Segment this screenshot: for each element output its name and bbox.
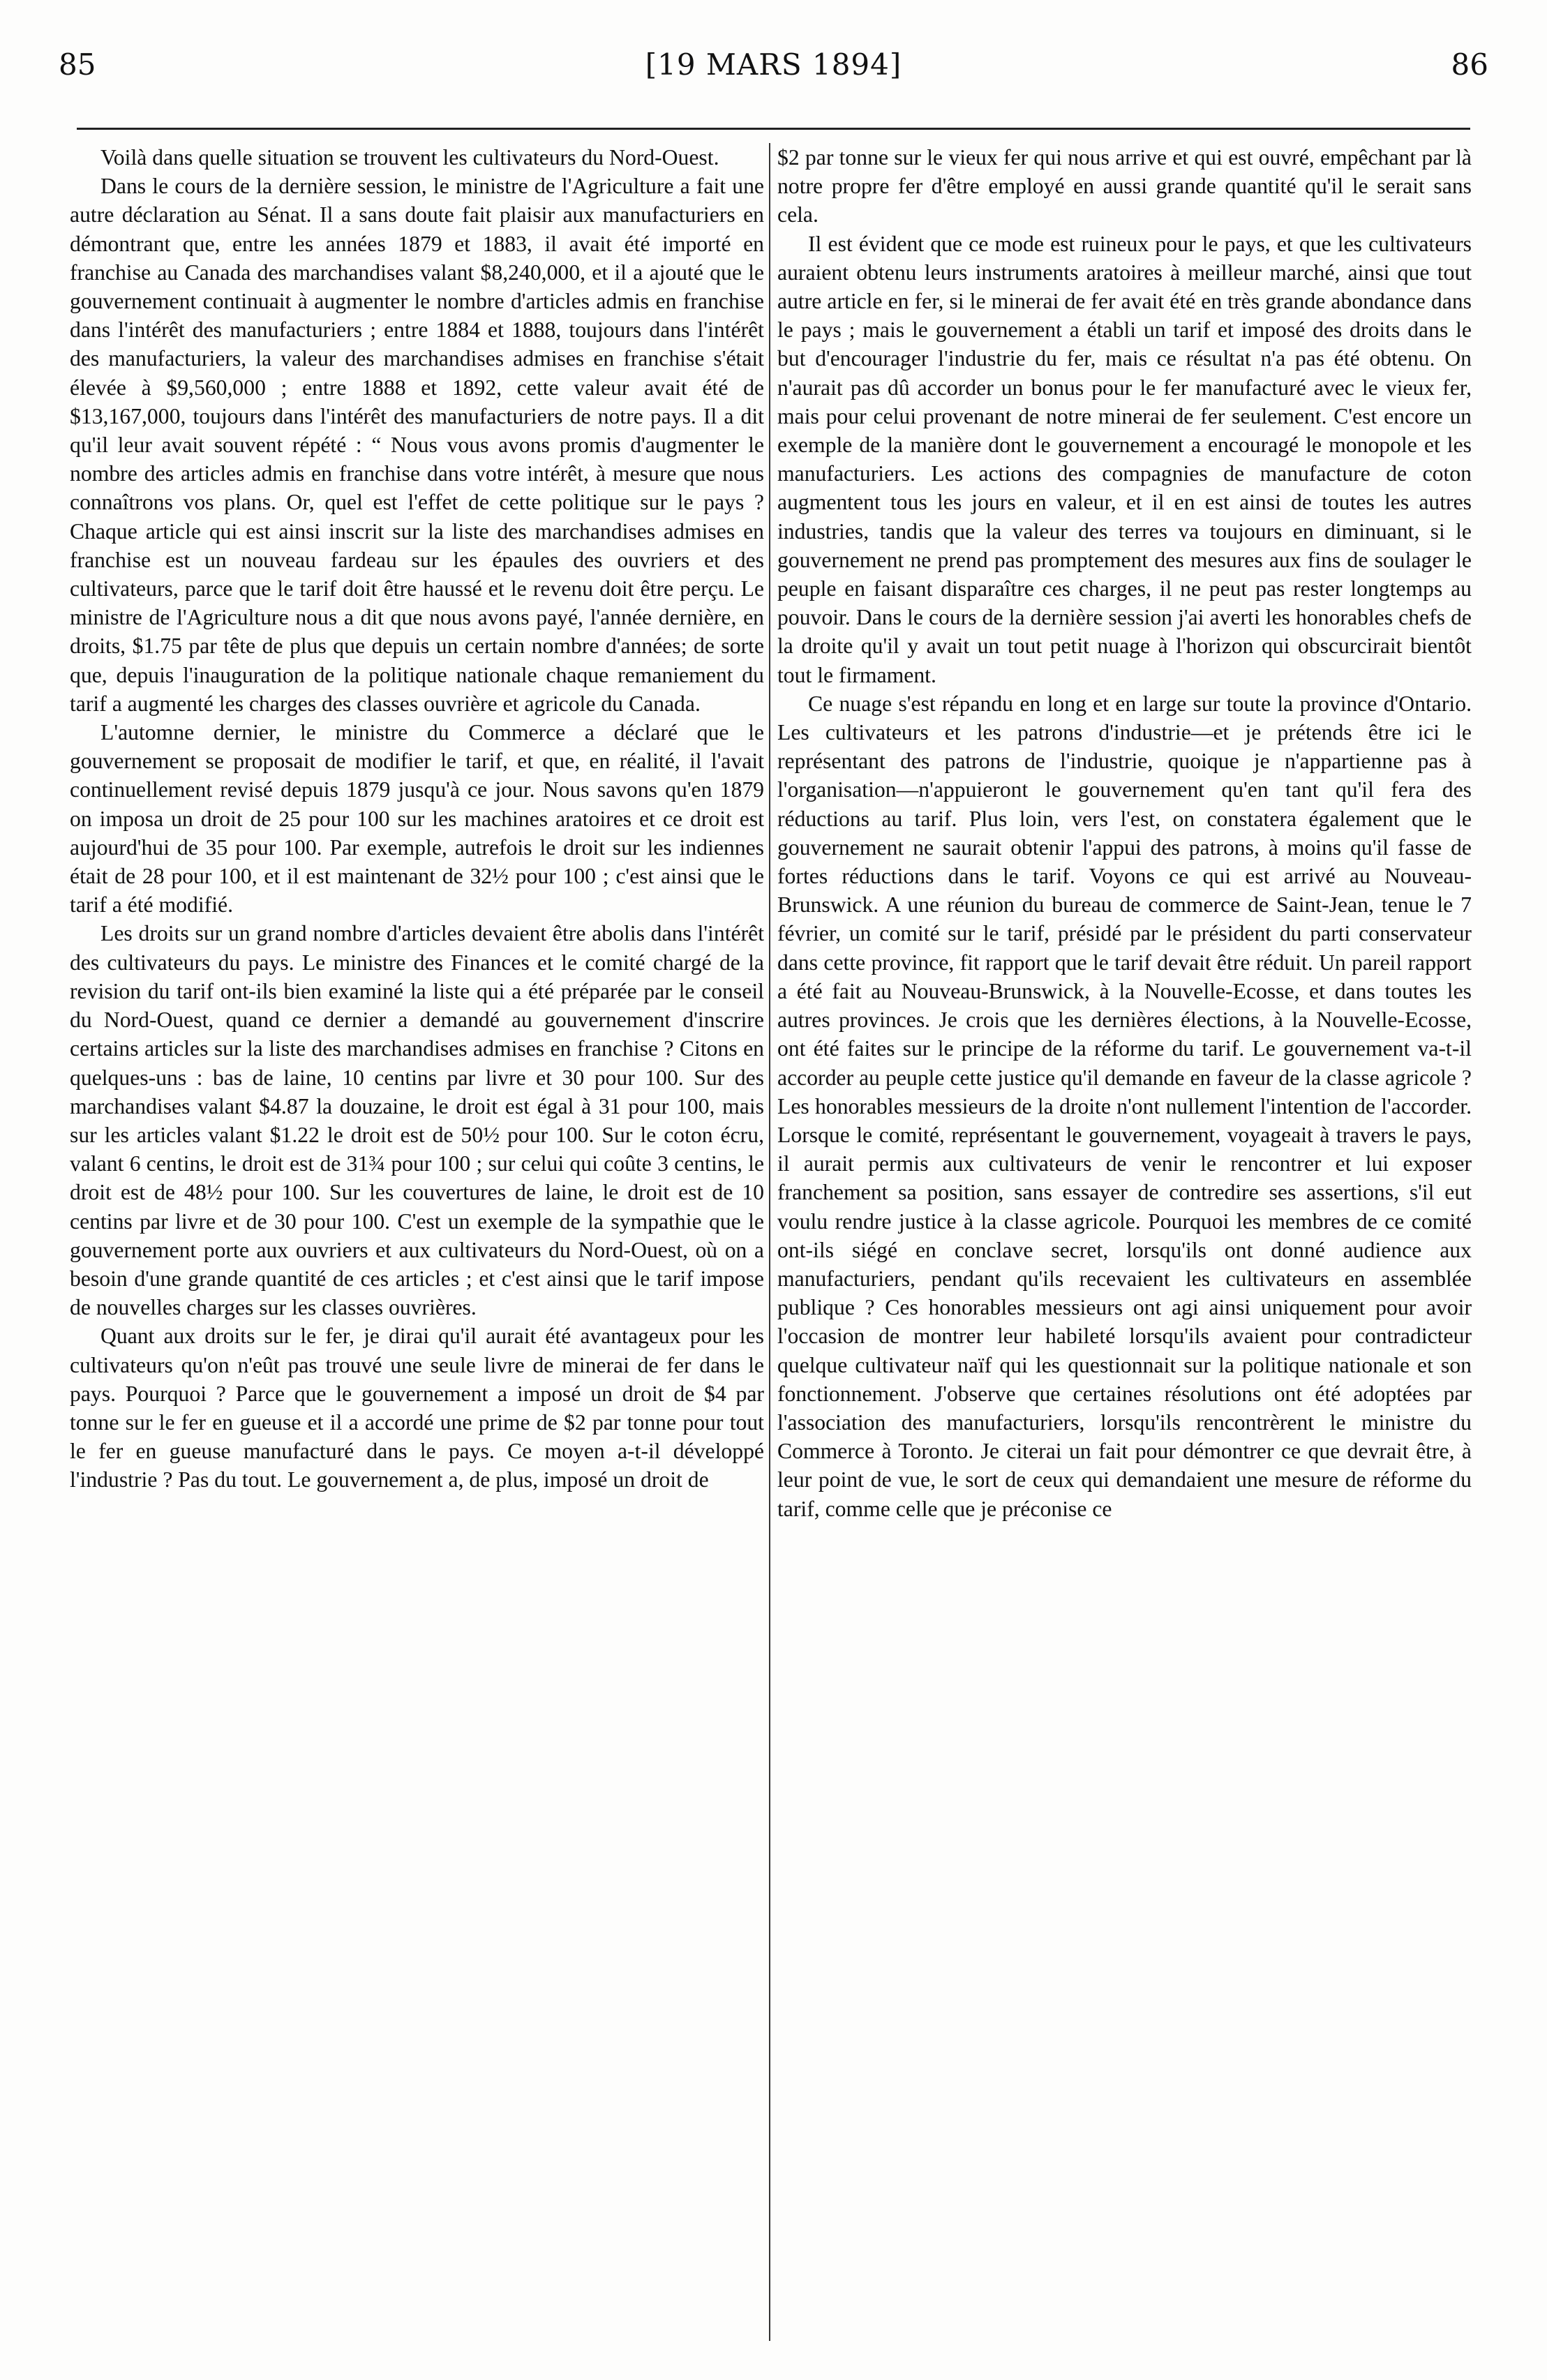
right-column (777, 143, 1472, 2341)
page-header (59, 47, 1488, 89)
page-number-right: 86 (1451, 47, 1488, 82)
paragraph: Il est évident que ce mode est ruineux pour le pays, et que les cultivateurs auraient obtenu leurs instruments aratoires à meilleur marché, ainsi que tout autre article en fer, si le minerai de fer avait été en très grande abondance dans le pays ; mais le gouvernement a établi un tarif et imposé des droits dans le but d'encourager l'industrie du fer, mais ce résultat n'a pas été obtenu. On n'aurait pas dû accorder un bonus pour le fer manufacturé avec le vieux fer, mais pour celui provenant de notre minerai de fer seulement. C'est encore un exemple de la manière dont le gouvernement a encouragé le monopole et les manufacturiers. Les actions des compagnies de manufacture de coton augmentent tous les jours en valeur, et il en est ainsi de toutes les autres industries, tandis que la valeur des terres va toujours en diminuant, si le gouvernement ne prend pas promptement des mesures aux fins de soulager le peuple en faisant disparaître ces charges, il ne peut pas rester longtemps au pouvoir. Dans le cours de la dernière session j'ai averti les honorables chefs de la droite qu'il y avait un tout petit nuage à l'horizon qui obscurcirait bientôt tout le firmament. (777, 231, 1472, 687)
paragraph: Dans le cours de la dernière session, le ministre de l'Agriculture a fait une autre déclaration au Sénat. Il a sans doute fait plaisir aux manufacturiers en démontrant que, entre les années 1879 et 1883, il avait été importé en franchise au Canada des marchandises valant $8,240,000, et il a ajouté que le gouvernement continuait à augmenter le nombre d'articles admis en franchise dans l'intérêt des manufacturiers ; entre 1884 et 1888, toujours dans l'intérêt des manufacturiers, la valeur des marchandises admises en franchise s'était élevée à $9,560,000 ; entre 1888 et 1892, cette valeur avait été de $13,167,000, toujours dans l'intérêt des manufacturiers de notre pays. Il a dit qu'il leur avait souvent répété : “ Nous vous avons promis d'augmenter le nombre des articles admis en franchise dans votre intérêt, à mesure que nous connaîtrons vos plans. Or, quel est l'effet de cette politique sur le pays ? Chaque article qui est ainsi inscrit sur la liste des marchandises admises en franchise est un nouveau fardeau sur les épaules des ouvriers et des cultivateurs, parce que le tarif doit être haussé et le revenu doit être perçu. Le ministre de l'Agriculture nous a dit que nous avons payé, l'année dernière, en droits, $1.75 par tête de plus que depuis un certain nombre d'années; de sorte que, depuis l'inauguration de la politique nationale chaque remaniement du tarif a augmenté les charges des classes ouvrière et agricole du Canada. (70, 174, 764, 716)
page-number-left: 85 (59, 47, 96, 82)
header-rule (77, 128, 1470, 130)
paragraph: Les droits sur un grand nombre d'articles devaient être abolis dans l'intérêt des cultivateurs du pays. Le ministre des Finances et le comité chargé de la revision du tarif ont-ils bien examiné la liste qui a été préparée par le conseil du Nord-Ouest, quand ce dernier a demandé au gouvernement d'inscrire certains articles sur la liste des marchandises admises en franchise ? Citons en quelques-uns : bas de laine, 10 centins par livre et 30 pour 100. Sur des marchandises valant $4.87 la douzaine, le droit est égal à 31 pour 100, mais sur les articles valant $1.22 le droit est de 50½ pour 100. Sur le coton écru, valant 6 centins, le droit est de 31¾ pour 100 ; sur celui qui coûte 3 centins, le droit est de 48½ pour 100. Sur les couvertures de laine, le droit est de 10 centins par livre et de 30 pour 100. C'est un exemple de la sympathie que le gouvernement porte aux ouvriers et aux cultivateurs du Nord-Ouest, où on a besoin d'une grande quantité de ces articles ; et c'est ainsi que le tarif impose de nouvelles charges sur les classes ouvrières. (70, 921, 764, 1320)
paragraph: Ce nuage s'est répandu en long et en large sur toute la province d'Ontario. Les cultivateurs et les patrons d'industrie—et je prétends être ici le représentant des patrons de l'industrie, quoique je n'appartienne pas à l'organisation—n'appuieront le gouvernement qu'en tant qu'il fera des réductions au tarif. Plus loin, vers l'est, on constatera également que le gouvernement ne saurait obtenir l'appui des patrons, à moins qu'il fasse de fortes réductions dans le tarif. Voyons ce qui est arrivé au Nouveau-Brunswick. A une réunion du bureau de commerce de Saint-Jean, tenue le 7 février, un comité sur le tarif, présidé par le président du parti conservateur dans cette province, fit rapport que le tarif devait être réduit. Un pareil rapport a été fait au Nouveau-Brunswick, à la Nouvelle-Ecosse, et dans toutes les autres provinces. Je crois que les dernières élections, à la Nouvelle-Ecosse, ont été faites sur le principe de la réforme du tarif. Le gouvernement va-t-il accorder au peuple cette justice qu'il demande en faveur de la classe agricole ? Les honorables messieurs de la droite n'ont nullement l'intention de l'accorder. Lorsque le comité, représentant le gouvernement, voyageait à travers le pays, il aurait permis aux cultivateurs de venir le rencontrer et lui exposer franchement sa position, sans essayer de contredire ses assertions, s'il eut voulu rendre justice à la classe agricole. Pourquoi les membres de ce comité ont-ils siégé en conclave secret, lorsqu'ils ont donné audience aux manufacturiers, pendant qu'ils recevaient les cultivateurs en assemblée publique ? Ces honorables messieurs ont agi ainsi uniquement pour avoir l'occasion de montrer leur habileté lorsqu'ils avaient pour contradicteur quelque cultivateur naïf qui les questionnait sur la politique nationale et son fonctionnement. J'observe que certaines résolutions ont été adoptées par l'association des manufacturiers, lorsqu'ils rencontrèrent le ministre du Commerce à Toronto. Je citerai un fait pour démontrer ce que devrait être, à leur point de vue, le sort de ceux qui demandaient une mesure de réforme du tarif, comme celle que je préconise ce (777, 691, 1472, 1521)
paragraph: $2 par tonne sur le vieux fer qui nous arrive et qui est ouvré, empêchant par là notre propre fer d'être employé en aussi grande quantité qu'il le serait sans cela. (777, 145, 1472, 227)
paragraph: Voilà dans quelle situation se trouvent les cultivateurs du Nord-Ouest. (100, 145, 719, 170)
page-date: [19 MARS 1894] (645, 47, 902, 82)
left-column (70, 143, 764, 2341)
column-divider (769, 143, 770, 2341)
paragraph: L'automne dernier, le ministre du Commerce a déclaré que le gouvernement se proposait de modifier le tarif, et que, en réalité, il l'avait continuellement revisé depuis 1879 jusqu'à ce jour. Nous savons qu'en 1879 on imposa un droit de 25 pour 100 sur les machines aratoires et ce droit est aujourd'hui de 35 pour 100. Par exemple, autrefois le droit sur les indiennes était de 28 pour 100, et il est maintenant de 32½ pour 100 ; c'est ainsi que le tarif a été modifié. (70, 720, 764, 918)
paragraph: Quant aux droits sur le fer, je dirai qu'il aurait été avantageux pour les cultivateurs qu'on n'eût pas trouvé une seule livre de minerai de fer dans le pays. Pourquoi ? Parce que le gouvernement a imposé un droit de $4 par tonne sur le fer en gueuse et il a accordé une prime de $2 par tonne pour tout le fer en gueuse manufacturé dans le pays. Ce moyen a-t-il développé l'industrie ? Pas du tout. Le gouvernement a, de plus, imposé un droit de (70, 1324, 764, 1492)
